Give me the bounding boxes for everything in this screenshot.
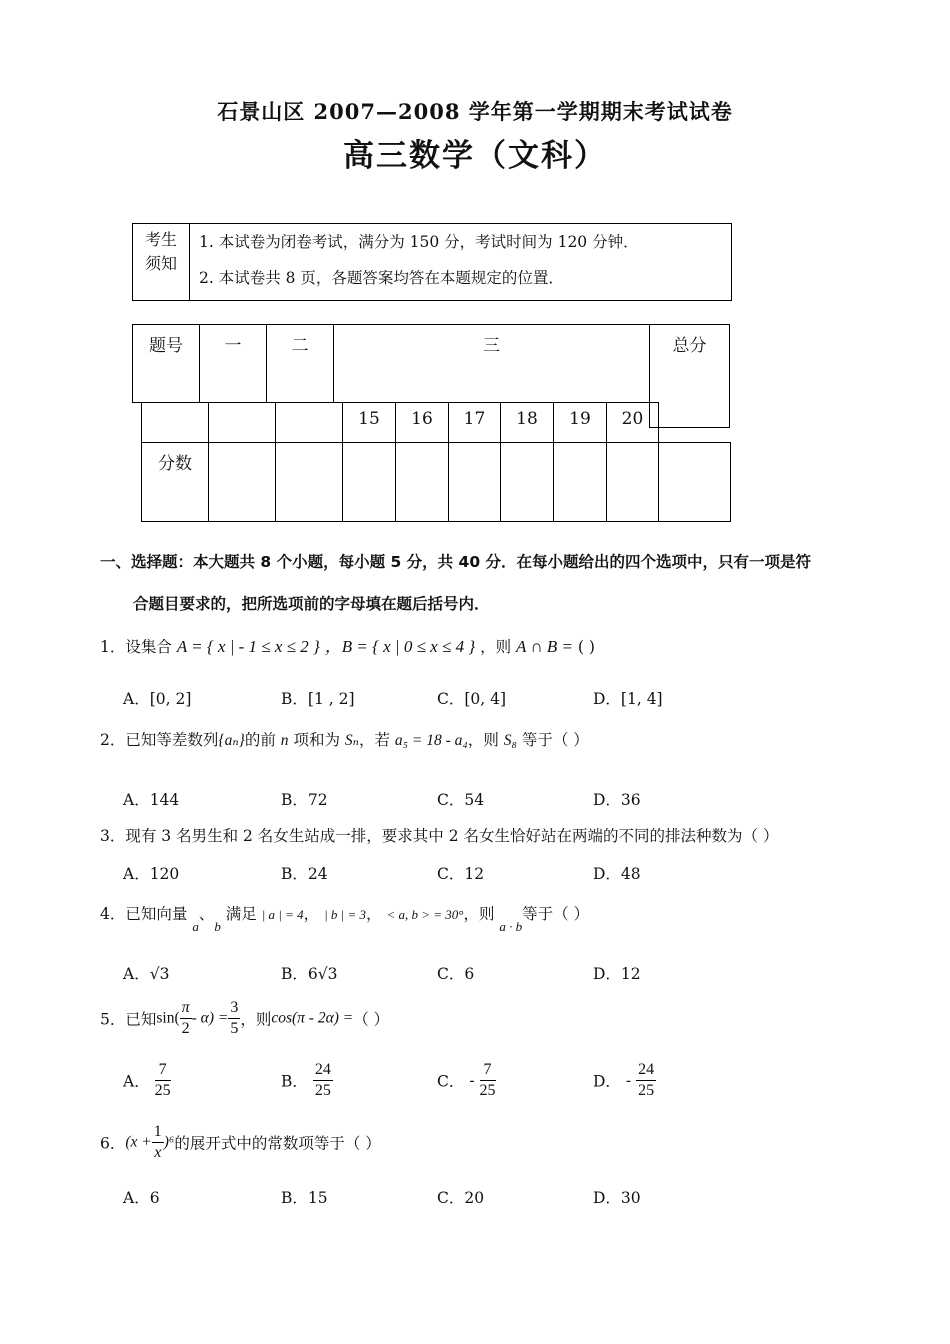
table-cell-empty [141,402,209,443]
notice-label: 考生 须知 [133,224,190,300]
table-subheader-15: 15 [342,402,396,443]
q6-option-c: C．20 [437,1189,485,1207]
table-score-label: 分数 [141,442,209,522]
question-1: 1．设集合 A = { x | - 1 ≤ x ≤ 2 } ，B = { x | 0 ≤ x ≤ 4 } ，则 A ∩ B = ( ) [100,637,595,656]
q3-option-a: A．120 [123,865,180,883]
table-score-cell [606,442,659,522]
table-score-cell [208,442,276,522]
table-score-cell [395,442,449,522]
q4-option-a: A．√3 [123,965,170,983]
table-cell-empty [208,402,276,443]
q1-option-a: A．[0, 2] [123,690,192,708]
exam-subject-title: 高三数学（文科） [343,138,607,174]
question-2: 2．已知等差数列{aₙ}的前 n 项和为 Sₙ，若 a₅ = 18 - a₄，则 S₈ 等于（ ） [100,731,589,749]
notice-item-1: 1. 本试卷为闭卷考试，满分为 150 分，考试时间为 120 分钟． [199,233,639,251]
q1-option-d: D．[1, 4] [593,690,663,708]
q3-option-d: D．48 [593,865,641,883]
table-score-cell [448,442,501,522]
table-header-part-2: 二 [266,324,334,403]
table-subheader-17: 17 [448,402,501,443]
table-subheader-16: 16 [395,402,449,443]
section-1-heading: 一、选择题：本大题共 8 个小题，每小题 5 分，共 40 分．在每小题给出的四个选项中，只有一项是符 [100,553,812,571]
q5-option-d: D． - $\frac{24}{25}$ [593,1061,655,1099]
question-5: 5．已知sin( $\frac{\pi}{2}$ - α) = $\frac{3}{5}$ ，则cos(π - 2α) =（ ） [100,999,390,1037]
q5-option-b: B． $\frac{24}{25}$ [281,1061,331,1099]
q2-option-d: D．36 [593,791,641,809]
q5-option-c: C． - $\frac{7}{25}$ [437,1061,496,1099]
q3-option-c: C．12 [437,865,485,883]
table-header-part-1: 一 [199,324,267,403]
notice-item-2: 2. 本试卷共 8 页，各题答案均答在本题规定的位置． [199,269,564,287]
q3-option-b: B．24 [281,865,328,883]
q2-option-c: C．54 [437,791,485,809]
q1-option-b: B．[1 , 2] [281,690,355,708]
q2-option-a: A．144 [123,791,180,809]
q2-option-b: B．72 [281,791,328,809]
section-1-heading-cont: 合题目要求的，把所选项前的字母填在题后括号内． [133,595,490,613]
question-4: 4．已知向量 $_a$、$_b$ 满足 | a | = 4， | b | = 3， < a, b > = 30°，则 $_{a \cdot b}$等于（ ） [100,905,590,934]
q1-option-c: C．[0, 4] [437,690,507,708]
q6-option-d: D．30 [593,1189,641,1207]
question-6: 6．(x + $\frac{1}{x}$ )⁶的展开式中的常数项等于（ ） [100,1123,381,1161]
table-header-part-3: 三 [333,324,650,403]
table-subheader-19: 19 [553,402,607,443]
table-header-question-number: 题号 [132,324,200,403]
q4-option-c: C．6 [437,965,475,983]
table-score-total-cell [658,442,731,522]
q6-option-a: A．6 [123,1189,160,1207]
table-score-cell [553,442,607,522]
exam-title: 石景山区 2007—2008 学年第一学期期末考试试卷 [217,99,733,124]
table-score-cell [275,442,343,522]
table-subheader-18: 18 [500,402,554,443]
table-header-total: 总分 [649,324,730,428]
question-3: 3．现有 3 名男生和 2 名女生站成一排，要求其中 2 名女生恰好站在两端的不同的排法种数为（ ） [100,827,779,845]
candidate-notice-box [132,223,732,301]
q5-option-a: A． $\frac{7}{25}$ [123,1061,171,1099]
q6-option-b: B．15 [281,1189,328,1207]
table-subheader-20: 20 [606,402,659,443]
q4-option-d: D．12 [593,965,641,983]
table-cell-empty [275,402,343,443]
table-score-cell [500,442,554,522]
q4-option-b: B．6√3 [281,965,338,983]
table-score-cell [342,442,396,522]
